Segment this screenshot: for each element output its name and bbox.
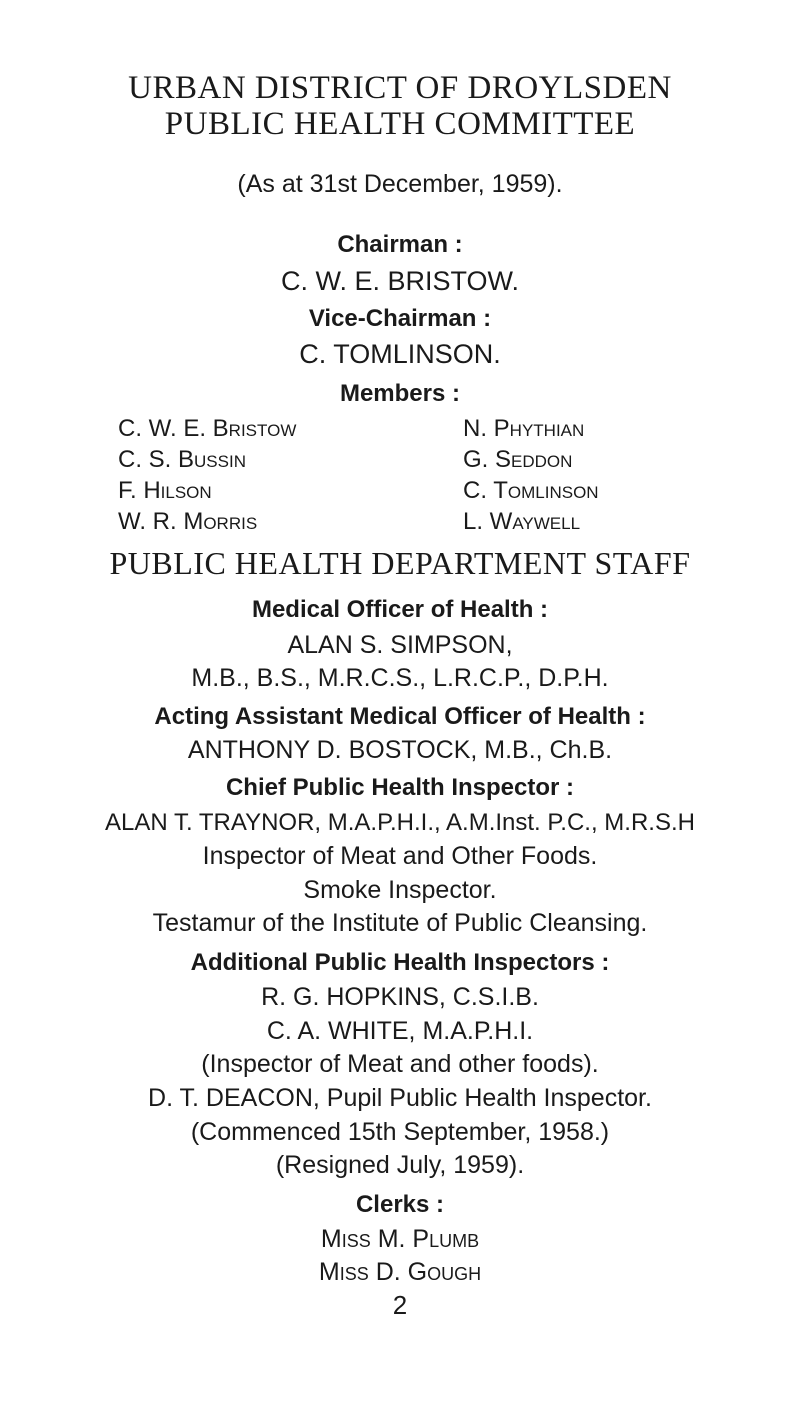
aphi-note: (Resigned July, 1959).	[275, 1151, 525, 1179]
chairman-label: Chairman :	[337, 231, 463, 258]
member-name: C. Tomlinson	[463, 477, 599, 504]
member-name: C. W. E. Bristow	[118, 415, 297, 442]
cphi-name: ALAN T. TRAYNOR, M.A.P.H.I., A.M.Inst. P.C., M.R.S.H	[105, 809, 695, 836]
member-name: L. Waywell	[463, 508, 581, 535]
member-name: F. Hilson	[118, 477, 212, 504]
chairman-name: C. W. E. BRISTOW.	[280, 266, 520, 296]
members-right-column	[463, 413, 599, 537]
aphi-note: (Inspector of Meat and other foods).	[201, 1050, 599, 1078]
aphi-note: (Commenced 15th September, 1958.)	[190, 1118, 610, 1146]
page-number: 2	[392, 1290, 408, 1320]
cphi-role: Inspector of Meat and Other Foods.	[202, 842, 598, 870]
aphi-label: Additional Public Health Inspectors :	[190, 949, 610, 976]
members-left-column	[118, 413, 296, 537]
cphi-label: Chief Public Health Inspector :	[225, 774, 575, 801]
aphi-name: R. G. HOPKINS, C.S.I.B.	[261, 983, 539, 1011]
staff-title: PUBLIC HEALTH DEPARTMENT STAFF	[109, 545, 691, 581]
cphi-role: Smoke Inspector.	[303, 876, 497, 904]
committee-date: (As at 31st December, 1959).	[237, 170, 563, 198]
cphi-role: Testamur of the Institute of Public Cleansing.	[152, 909, 648, 937]
committee-title-line2: PUBLIC HEALTH COMMITTEE	[164, 106, 636, 142]
member-name: W. R. Morris	[118, 508, 258, 535]
clerks-label: Clerks :	[355, 1191, 445, 1218]
amoh-label: Acting Assistant Medical Officer of Health :	[154, 703, 646, 730]
member-name: N. Phythian	[463, 415, 585, 442]
committee-title-line1: URBAN DISTRICT OF DROYLSDEN	[128, 70, 672, 106]
moh-name: ALAN S. SIMPSON,	[287, 631, 513, 659]
clerk-name: Miss M. Plumb	[320, 1225, 480, 1253]
member-name: C. S. Bussin	[118, 446, 246, 473]
amoh-name: ANTHONY D. BOSTOCK, M.B., Ch.B.	[187, 736, 613, 764]
aphi-name: D. T. DEACON, Pupil Public Health Inspector.	[148, 1084, 652, 1112]
clerk-name: Miss D. Gough	[318, 1258, 482, 1286]
aphi-name: C. A. WHITE, M.A.P.H.I.	[266, 1017, 534, 1045]
moh-label: Medical Officer of Health :	[251, 596, 549, 623]
member-name: G. Seddon	[463, 446, 573, 473]
members-label: Members :	[339, 380, 461, 407]
vice-chairman-name: C. TOMLINSON.	[299, 339, 501, 369]
vice-chairman-label: Vice-Chairman :	[308, 305, 492, 332]
moh-qualifications: M.B., B.S., M.R.C.S., L.R.C.P., D.P.H.	[191, 664, 609, 692]
